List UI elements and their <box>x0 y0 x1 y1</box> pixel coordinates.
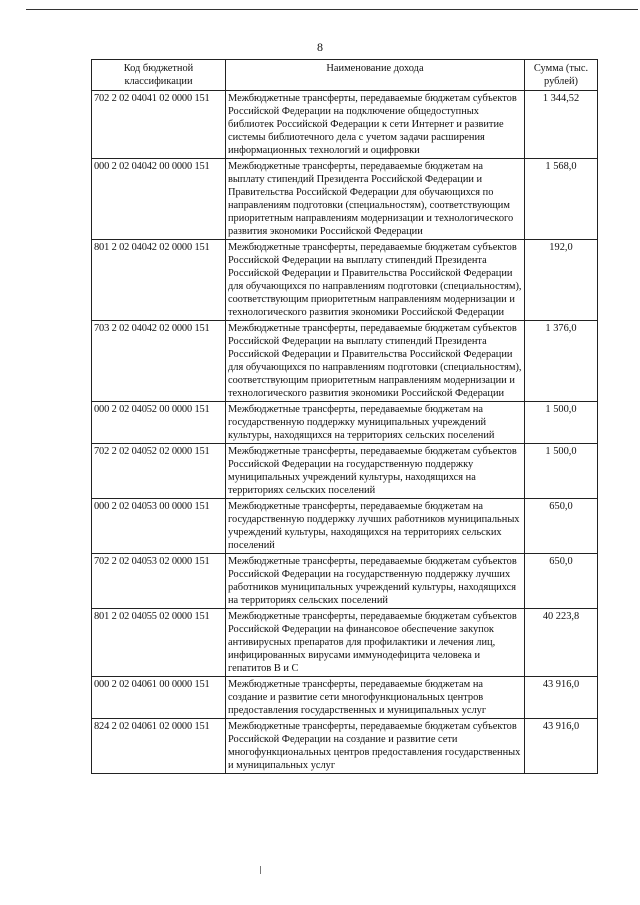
table-header-row <box>92 60 598 91</box>
table-row <box>92 609 598 677</box>
table-row <box>92 499 598 554</box>
table-row <box>92 444 598 499</box>
header-amount: Сумма (тыс. рублей) <box>525 60 598 91</box>
code-cell: 703 2 02 04042 02 0000 151 <box>92 321 226 402</box>
amount-cell: 43 916,0 <box>525 677 598 719</box>
code-cell: 000 2 02 04042 00 0000 151 <box>92 159 226 240</box>
table-body <box>92 91 598 774</box>
name-cell: Межбюджетные трансферты, передаваемые бюджетам на выплату стипендий Президента Российской Федерации и Правительства Российской Федерации для обучающихся по направлениям подготовки (специальностям), соответствующим приоритетным направлениям модернизации и технологического развития экономики Российской Федерации <box>226 159 525 240</box>
amount-cell: 650,0 <box>525 499 598 554</box>
amount-cell: 650,0 <box>525 554 598 609</box>
table-row <box>92 554 598 609</box>
name-cell: Межбюджетные трансферты, передаваемые бюджетам на государственную поддержку лучших работников муниципальных учреждений культуры, находящихся на территориях сельских поселений <box>226 499 525 554</box>
code-cell: 000 2 02 04053 00 0000 151 <box>92 499 226 554</box>
top-border-line <box>26 9 638 10</box>
amount-cell: 1 500,0 <box>525 444 598 499</box>
page-number: 8 <box>317 40 323 54</box>
name-cell: Межбюджетные трансферты, передаваемые бюджетам субъектов Российской Федерации на государственную поддержку муниципальных учреждений культуры, находящихся на территориях сельских поселений <box>226 444 525 499</box>
name-cell: Межбюджетные трансферты, передаваемые бюджетам субъектов Российской Федерации на государственную поддержку лучших работников муниципальных учреждений культуры, находящихся на территориях сельских поселений <box>226 554 525 609</box>
budget-income-table <box>91 59 598 774</box>
code-cell: 801 2 02 04042 02 0000 151 <box>92 240 226 321</box>
name-cell: Межбюджетные трансферты, передаваемые бюджетам субъектов Российской Федерации на выплату стипендий Президента Российской Федерации и Правительства Российской Федерации для обучающихся по направлениям подготовки (специальностям), соответствующим приоритетным направлениям модернизации и технологического развития экономики Российской Федерации <box>226 321 525 402</box>
table-row <box>92 240 598 321</box>
name-cell: Межбюджетные трансферты, передаваемые бюджетам субъектов Российской Федерации на выплату стипендий Президента Российской Федерации и Правительства Российской Федерации для обучающихся по направлениям подготовки (специальностям), соответствующим приоритетным направлениям модернизации и технологического развития экономики Российской Федерации <box>226 240 525 321</box>
table-row <box>92 719 598 774</box>
amount-cell: 43 916,0 <box>525 719 598 774</box>
amount-cell: 192,0 <box>525 240 598 321</box>
name-cell: Межбюджетные трансферты, передаваемые бюджетам на создание и развитие сети многофункциональных центров предоставления государственных и муниципальных услуг <box>226 677 525 719</box>
code-cell: 801 2 02 04055 02 0000 151 <box>92 609 226 677</box>
code-cell: 702 2 02 04052 02 0000 151 <box>92 444 226 499</box>
amount-cell: 1 568,0 <box>525 159 598 240</box>
name-cell: Межбюджетные трансферты, передаваемые бюджетам субъектов Российской Федерации на финансовое обеспечение закупок антивирусных препаратов для профилактики и лечения лиц, инфицированных вирусами иммунодефицита человека и гепатитов B и C <box>226 609 525 677</box>
amount-cell: 40 223,8 <box>525 609 598 677</box>
code-cell: 824 2 02 04061 02 0000 151 <box>92 719 226 774</box>
table-row <box>92 402 598 444</box>
code-cell: 702 2 02 04041 02 0000 151 <box>92 91 226 159</box>
code-cell: 000 2 02 04052 00 0000 151 <box>92 402 226 444</box>
code-cell: 702 2 02 04053 02 0000 151 <box>92 554 226 609</box>
name-cell: Межбюджетные трансферты, передаваемые бюджетам субъектов Российской Федерации на подключение общедоступных библиотек Российской Федерации к сети Интернет и развитие системы библиотечного дела с учетом задачи расширения информационных технологий и оцифровки <box>226 91 525 159</box>
header-name: Наименование дохода <box>226 60 525 91</box>
scan-mark <box>260 866 261 874</box>
amount-cell: 1 500,0 <box>525 402 598 444</box>
amount-cell: 1 344,52 <box>525 91 598 159</box>
table-row <box>92 677 598 719</box>
header-code: Код бюджетной классификации <box>92 60 226 91</box>
name-cell: Межбюджетные трансферты, передаваемые бюджетам субъектов Российской Федерации на создание и развитие сети многофункциональных центров предоставления государственных и муниципальных услуг <box>226 719 525 774</box>
table-row <box>92 159 598 240</box>
table-row <box>92 321 598 402</box>
amount-cell: 1 376,0 <box>525 321 598 402</box>
name-cell: Межбюджетные трансферты, передаваемые бюджетам на государственную поддержку муниципальных учреждений культуры, находящихся на территориях сельских поселений <box>226 402 525 444</box>
code-cell: 000 2 02 04061 00 0000 151 <box>92 677 226 719</box>
table-row <box>92 91 598 159</box>
